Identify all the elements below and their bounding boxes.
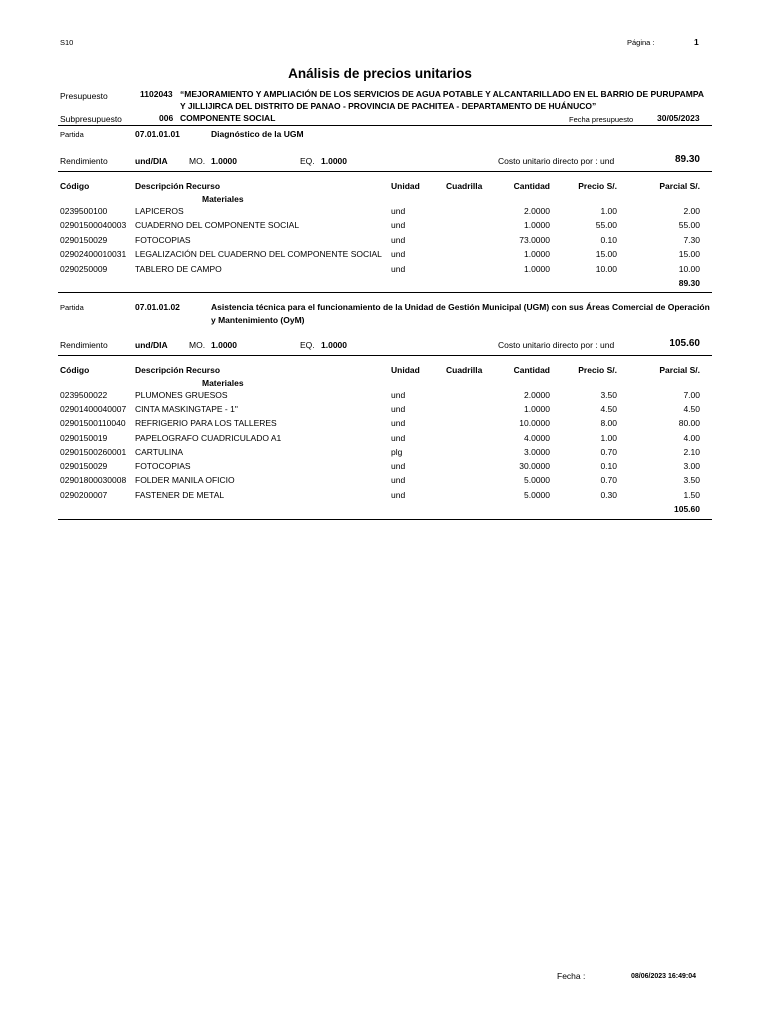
cell-precio: 4.50 <box>600 404 617 414</box>
table-header <box>0 365 768 379</box>
col-parcial: Parcial S/. <box>659 181 700 191</box>
cell-parcial: 1.50 <box>683 490 700 500</box>
cell-unidad: und <box>391 475 406 485</box>
presupuesto-label: Presupuesto <box>60 91 108 101</box>
cell-cantidad: 1.0000 <box>524 404 550 414</box>
cell-parcial: 3.50 <box>683 475 700 485</box>
cell-parcial: 3.00 <box>683 461 700 471</box>
rendimiento-unit: und/DIA <box>135 340 168 350</box>
mo-label: MO. <box>189 156 206 166</box>
cell-precio: 10.00 <box>595 264 617 274</box>
partida-divider <box>58 355 712 356</box>
cell-descripcion: LAPICEROS <box>135 206 184 216</box>
table-header <box>0 181 768 195</box>
cell-unidad: und <box>391 461 406 471</box>
cell-codigo: 02901500040003 <box>60 220 127 230</box>
partida-code: 07.01.01.02 <box>135 302 180 312</box>
cell-parcial: 7.30 <box>683 235 700 245</box>
mo-label: MO. <box>189 340 206 350</box>
group-label: Materiales <box>202 378 244 388</box>
table-row <box>0 264 768 278</box>
col-codigo: Código <box>60 181 90 191</box>
partida-subtotal: 105.60 <box>674 504 700 514</box>
cell-unidad: und <box>391 433 406 443</box>
table-row <box>0 206 768 220</box>
cell-descripcion: PAPELOGRAFO CUADRICULADO A1 <box>135 433 282 443</box>
cell-codigo: 02901500260001 <box>60 447 127 457</box>
cell-codigo: 0239500022 <box>60 390 108 400</box>
cell-descripcion: PLUMONES GRUESOS <box>135 390 228 400</box>
mo-value: 1.0000 <box>211 156 237 166</box>
partida-code: 07.01.01.01 <box>135 129 180 139</box>
table-row <box>0 447 768 461</box>
cell-descripcion: FASTENER DE METAL <box>135 490 225 500</box>
fecha-presupuesto-value: 30/05/2023 <box>657 113 700 123</box>
mo-value: 1.0000 <box>211 340 237 350</box>
partida-label: Partida <box>60 303 84 312</box>
eq-value: 1.0000 <box>321 340 347 350</box>
cell-codigo: 0290150029 <box>60 461 108 471</box>
cell-unidad: plg <box>391 447 403 457</box>
cell-precio: 3.50 <box>600 390 617 400</box>
group-label: Materiales <box>202 194 244 204</box>
costo-unitario-label: Costo unitario directo por : und <box>498 156 615 166</box>
header-divider <box>58 125 712 126</box>
cell-precio: 1.00 <box>600 206 617 216</box>
cell-cantidad: 1.0000 <box>524 249 550 259</box>
cell-descripcion: FOTOCOPIAS <box>135 461 191 471</box>
cell-parcial: 4.00 <box>683 433 700 443</box>
cell-cantidad: 10.0000 <box>519 418 550 428</box>
table-row <box>0 235 768 249</box>
cell-unidad: und <box>391 490 406 500</box>
partida-divider <box>58 171 712 172</box>
eq-label: EQ. <box>300 156 315 166</box>
cell-cantidad: 73.0000 <box>519 235 550 245</box>
cell-parcial: 55.00 <box>678 220 700 230</box>
cell-parcial: 15.00 <box>678 249 700 259</box>
cell-cantidad: 1.0000 <box>524 220 550 230</box>
col-cuadrilla: Cuadrilla <box>446 365 483 375</box>
col-descripcion: Descripción Recurso <box>135 365 221 375</box>
rendimiento-label: Rendimiento <box>60 156 108 166</box>
col-codigo: Código <box>60 365 90 375</box>
partida-description: Diagnóstico de la UGM <box>211 129 304 139</box>
cell-unidad: und <box>391 206 406 216</box>
table-row <box>0 404 768 418</box>
col-parcial: Parcial S/. <box>659 365 700 375</box>
col-unidad: Unidad <box>391 181 420 191</box>
col-cuadrilla: Cuadrilla <box>446 181 483 191</box>
table-row <box>0 475 768 489</box>
eq-label: EQ. <box>300 340 315 350</box>
cell-codigo: 0290200007 <box>60 490 108 500</box>
cell-precio: 55.00 <box>595 220 617 230</box>
cell-parcial: 2.00 <box>683 206 700 216</box>
footer-fecha-label: Fecha : <box>557 971 586 981</box>
cell-descripcion: REFRIGERIO PARA LOS TALLERES <box>135 418 277 428</box>
table-row <box>0 249 768 263</box>
costo-unitario-label: Costo unitario directo por : und <box>498 340 615 350</box>
cell-cantidad: 2.0000 <box>524 206 550 216</box>
table-row <box>0 390 768 404</box>
cell-unidad: und <box>391 390 406 400</box>
cell-codigo: 02901500110040 <box>60 418 126 428</box>
cell-parcial: 4.50 <box>683 404 700 414</box>
cell-unidad: und <box>391 249 406 259</box>
cell-cantidad: 5.0000 <box>524 475 550 485</box>
subpresupuesto-label: Subpresupuesto <box>60 114 122 124</box>
cell-unidad: und <box>391 418 406 428</box>
cell-descripcion: LEGALIZACIÓN DEL CUADERNO DEL COMPONENTE SOCIAL <box>135 249 382 259</box>
cell-precio: 15.00 <box>595 249 617 259</box>
col-precio: Precio S/. <box>578 365 617 375</box>
report-code: S10 <box>60 38 74 47</box>
table-row <box>0 461 768 475</box>
rendimiento-unit: und/DIA <box>135 156 168 166</box>
cell-cantidad: 30.0000 <box>519 461 550 471</box>
partida-end-divider <box>58 519 712 520</box>
table-row <box>0 490 768 504</box>
page-title: Análisis de precios unitarios <box>288 66 472 81</box>
cell-cantidad: 1.0000 <box>524 264 550 274</box>
cell-codigo: 02901800030008 <box>60 475 127 485</box>
cell-precio: 0.10 <box>600 235 617 245</box>
partida-end-divider <box>58 292 712 293</box>
cell-codigo: 02902400010031 <box>60 249 127 259</box>
costo-unitario-value: 89.30 <box>674 154 700 165</box>
partida-description: Asistencia técnica para el funcionamiento de la Unidad de Gestión Municipal (UGM) con sus Áreas Comercial de Operación <box>211 302 710 312</box>
cell-unidad: und <box>391 235 406 245</box>
col-cantidad: Cantidad <box>513 365 550 375</box>
cell-cantidad: 5.0000 <box>524 490 550 500</box>
cell-precio: 0.10 <box>600 461 617 471</box>
fecha-presupuesto-label: Fecha presupuesto <box>569 115 634 124</box>
table-row <box>0 220 768 234</box>
cell-descripcion: TABLERO DE CAMPO <box>135 264 222 274</box>
cell-unidad: und <box>391 264 406 274</box>
cell-cantidad: 3.0000 <box>524 447 550 457</box>
cell-codigo: 02901400040007 <box>60 404 127 414</box>
rendimiento-label: Rendimiento <box>60 340 108 350</box>
col-unidad: Unidad <box>391 365 420 375</box>
cell-descripcion: FOTOCOPIAS <box>135 235 191 245</box>
cell-parcial: 7.00 <box>683 390 700 400</box>
cell-unidad: und <box>391 404 406 414</box>
cell-parcial: 2.10 <box>683 447 700 457</box>
subpresupuesto-code: 006 <box>159 113 174 123</box>
page-label: Página : <box>627 38 655 47</box>
cell-cantidad: 4.0000 <box>524 433 550 443</box>
cell-descripcion: CINTA MASKINGTAPE - 1" <box>135 404 238 414</box>
partida-subtotal: 89.30 <box>678 278 700 288</box>
cell-codigo: 0290250009 <box>60 264 108 274</box>
cell-codigo: 0239500100 <box>60 206 108 216</box>
cell-descripcion: CUADERNO DEL COMPONENTE SOCIAL <box>135 220 300 230</box>
presupuesto-name-line1: “MEJORAMIENTO Y AMPLIACIÓN DE LOS SERVICIOS DE AGUA POTABLE Y ALCANTARILLADO EN EL BARRIO DE PURUPAMPA <box>180 89 705 99</box>
costo-unitario-value: 105.60 <box>669 338 700 349</box>
table-row <box>0 418 768 432</box>
cell-codigo: 0290150029 <box>60 235 108 245</box>
col-descripcion: Descripción Recurso <box>135 181 221 191</box>
cell-precio: 0.70 <box>600 447 617 457</box>
col-cantidad: Cantidad <box>513 181 550 191</box>
presupuesto-code: 1102043 <box>140 89 173 99</box>
partida-label: Partida <box>60 130 84 139</box>
subpresupuesto-name: COMPONENTE SOCIAL <box>180 113 276 123</box>
presupuesto-name-line2: Y JILLIJIRCA DEL DISTRITO DE PANAO - PROVINCIA DE PACHITEA - DEPARTAMENTO DE HUÁNUCO” <box>180 101 597 111</box>
cell-precio: 0.30 <box>600 490 617 500</box>
table-row <box>0 433 768 447</box>
cell-precio: 8.00 <box>600 418 617 428</box>
cell-descripcion: FOLDER MANILA OFICIO <box>135 475 235 485</box>
partida-description-line2: y Mantenimiento (OyM) <box>211 315 305 325</box>
cell-parcial: 10.00 <box>678 264 700 274</box>
col-precio: Precio S/. <box>578 181 617 191</box>
cell-precio: 0.70 <box>600 475 617 485</box>
cell-unidad: und <box>391 220 406 230</box>
eq-value: 1.0000 <box>321 156 347 166</box>
cell-descripcion: CARTULINA <box>135 447 184 457</box>
cell-parcial: 80.00 <box>678 418 700 428</box>
page-number: 1 <box>694 37 699 47</box>
cell-codigo: 0290150019 <box>60 433 108 443</box>
cell-cantidad: 2.0000 <box>524 390 550 400</box>
footer-fecha-value: 08/06/2023 16:49:04 <box>631 973 696 980</box>
cell-precio: 1.00 <box>600 433 617 443</box>
